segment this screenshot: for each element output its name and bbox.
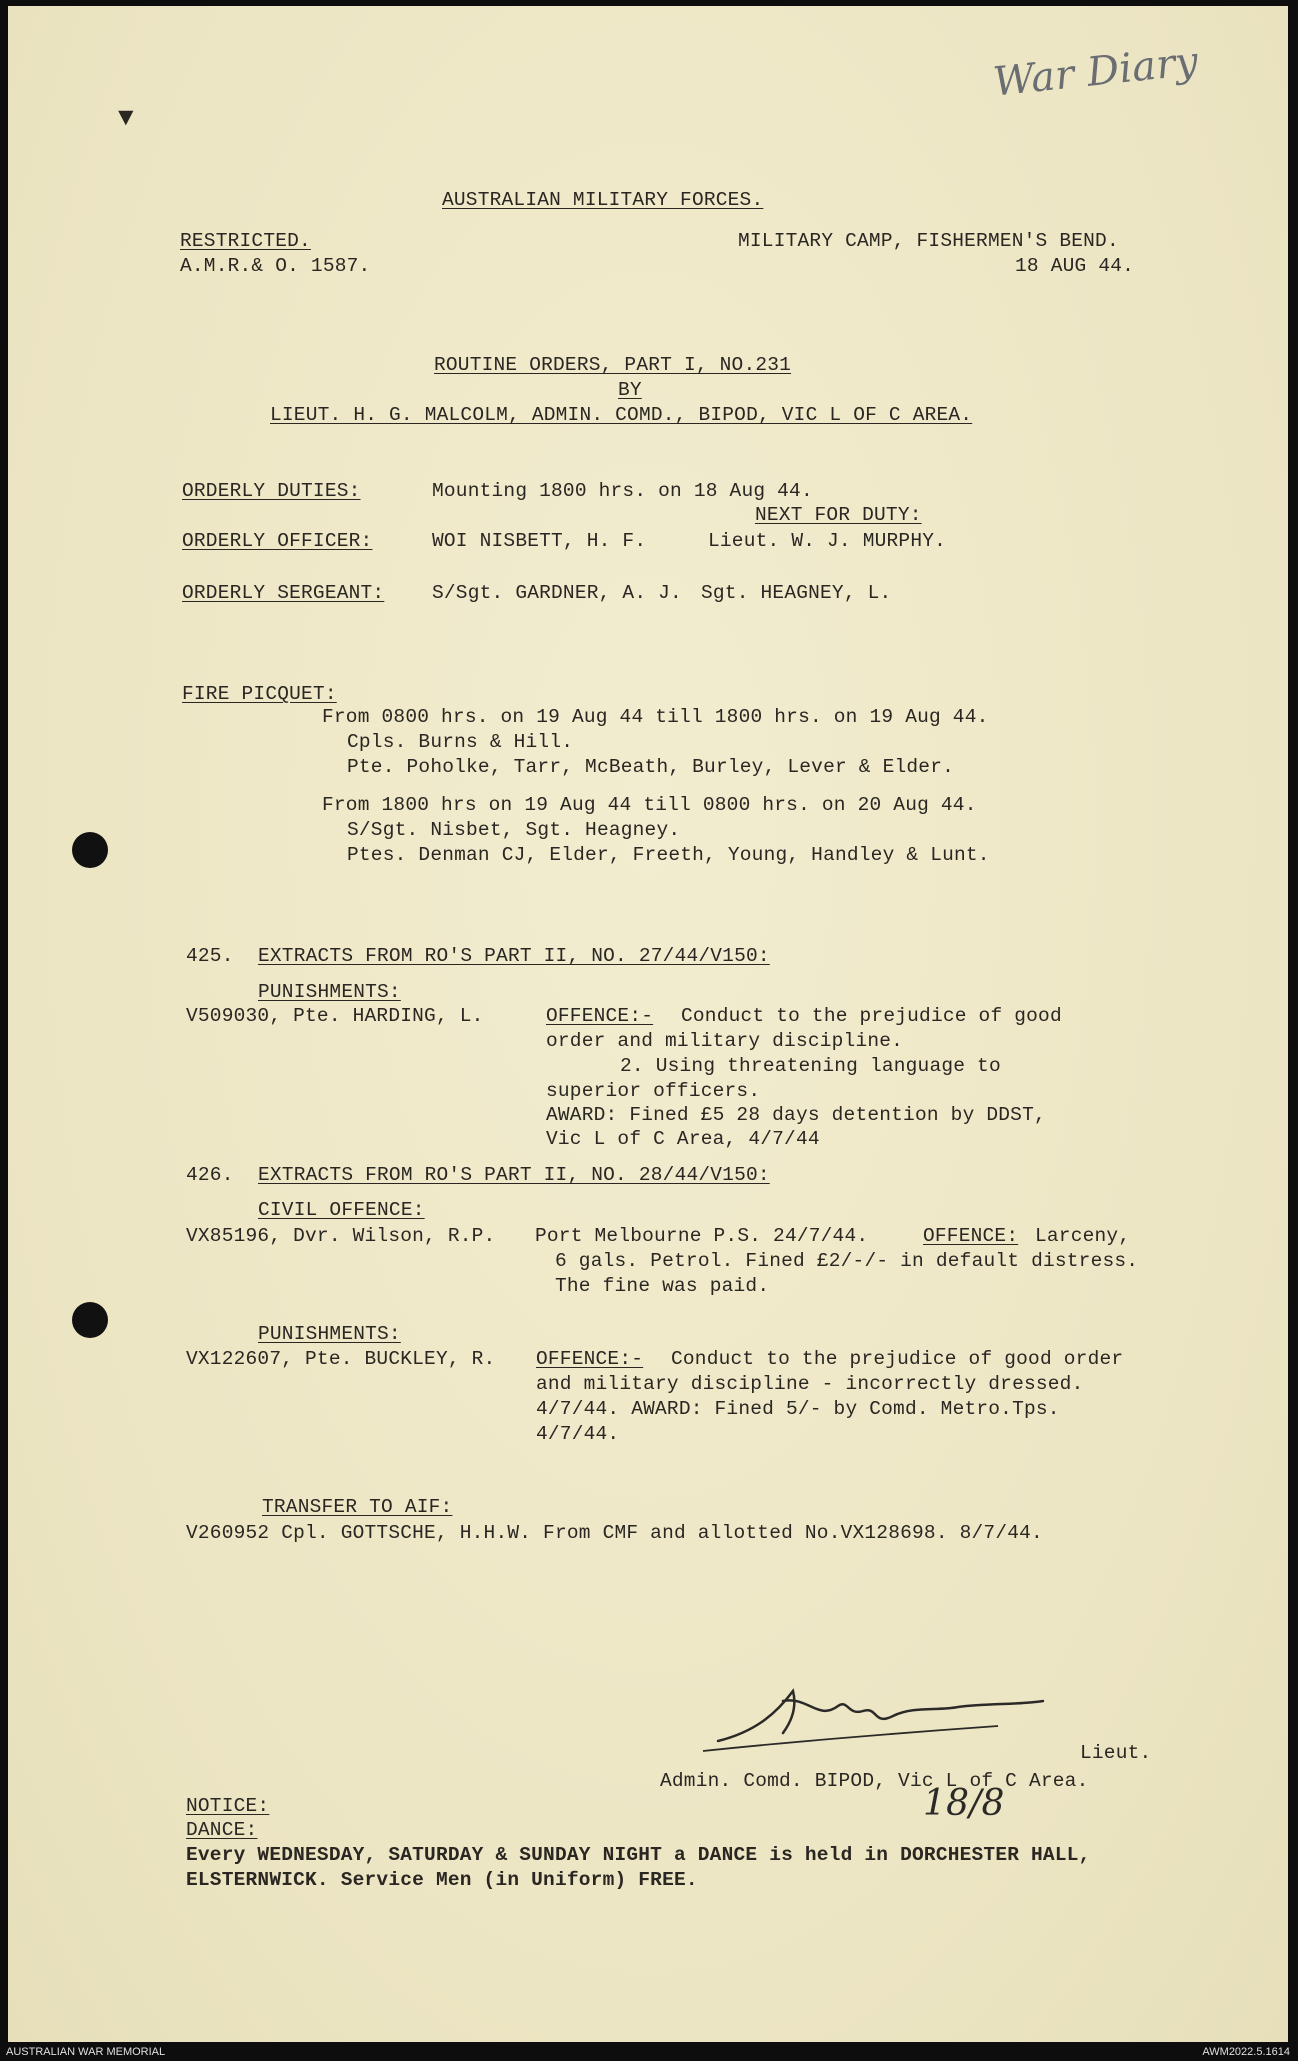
civil-offence-line: Larceny, — [1035, 1225, 1131, 1247]
signature-mark — [698, 1671, 1058, 1761]
civil-offence-line: The fine was paid. — [555, 1275, 770, 1297]
punishments-line: 4/7/44. AWARD: Fined 5/- by Comd. Metro.Tps. — [536, 1398, 1060, 1420]
orderly-sergeant-label: ORDERLY SERGEANT: — [182, 582, 385, 604]
civil-offence-soldier: VX85196, Dvr. Wilson, R.P. — [186, 1225, 496, 1247]
punishments-line: and military discipline - incorrectly dressed. — [536, 1373, 1084, 1395]
item-425-heading: EXTRACTS FROM RO'S PART II, NO. 27/44/V150: — [258, 945, 770, 967]
item-425-line: Conduct to the prejudice of good — [681, 1005, 1062, 1027]
orderly-officer-next: Lieut. W. J. MURPHY. — [708, 530, 947, 552]
reference: A.M.R.& O. 1587. — [180, 255, 371, 277]
fire-picquet-line: Pte. Poholke, Tarr, McBeath, Burley, Lever & Elder. — [347, 756, 954, 778]
item-425-line: AWARD: Fined £5 28 days detention by DDST, — [546, 1104, 1046, 1126]
signature-rank: Lieut. — [1080, 1742, 1152, 1764]
punch-hole-bottom — [72, 1302, 108, 1338]
fire-picquet-label: FIRE PICQUET: — [182, 683, 337, 705]
civil-offence-sub: CIVIL OFFENCE: — [258, 1199, 425, 1221]
next-for-duty: NEXT FOR DUTY: — [755, 504, 922, 526]
notice-label: NOTICE: — [186, 1795, 270, 1817]
signature-appointment: Admin. Comd. BIPOD, Vic L of C Area. — [660, 1770, 1089, 1792]
fire-picquet-line: From 0800 hrs. on 19 Aug 44 till 1800 hrs. on 19 Aug 44. — [322, 706, 989, 728]
location: MILITARY CAMP, FISHERMEN'S BEND. — [738, 230, 1119, 252]
notice-line: Every WEDNESDAY, SATURDAY & SUNDAY NIGHT a DANCE is held in DORCHESTER HALL, — [186, 1844, 1091, 1866]
dance-label: DANCE: — [186, 1819, 258, 1841]
footer-archive: AUSTRALIAN WAR MEMORIAL — [6, 2046, 166, 2058]
civil-offence-line: 6 gals. Petrol. Fined £2/-/- in default distress. — [555, 1250, 1139, 1272]
fire-picquet-line: Ptes. Denman CJ, Elder, Freeth, Young, Handley & Lunt. — [347, 844, 990, 866]
orders-by: BY — [618, 379, 642, 401]
orderly-officer-value: WOI NISBETT, H. F. — [432, 530, 647, 552]
item-425-line: Vic L of C Area, 4/7/44 — [546, 1128, 820, 1150]
punishments-soldier: VX122607, Pte. BUCKLEY, R. — [186, 1348, 496, 1370]
fire-picquet-line: From 1800 hrs on 19 Aug 44 till 0800 hrs. on 20 Aug 44. — [322, 794, 977, 816]
document-page — [8, 6, 1288, 2042]
fire-picquet-line: Cpls. Burns & Hill. — [347, 731, 574, 753]
signature-date: 18/8 — [923, 1783, 1005, 1824]
orders-commander: LIEUT. H. G. MALCOLM, ADMIN. COMD., BIPOD, VIC L OF C AREA. — [270, 404, 973, 426]
transfer-sub: TRANSFER TO AIF: — [262, 1496, 453, 1518]
tick-mark-1: ▼ — [118, 103, 134, 133]
orderly-sergeant-next: Sgt. HEAGNEY, L. — [701, 582, 892, 604]
document-title: AUSTRALIAN MILITARY FORCES. — [442, 189, 764, 211]
item-426-number: 426. — [186, 1164, 234, 1186]
orderly-duties-label: ORDERLY DUTIES: — [182, 480, 361, 502]
punishments-line: Conduct to the prejudice of good order — [671, 1348, 1124, 1370]
item-425-line: superior officers. — [546, 1080, 761, 1102]
orderly-sergeant-value: S/Sgt. GARDNER, A. J. — [432, 582, 682, 604]
item-425-line: 2. Using threatening language to — [620, 1055, 1001, 1077]
item-425-sub: PUNISHMENTS: — [258, 981, 401, 1003]
pencil-note: War Diary — [991, 38, 1201, 106]
civil-offence-line: Port Melbourne P.S. 24/7/44. — [535, 1225, 869, 1247]
orders-title: ROUTINE ORDERS, PART I, NO.231 — [434, 354, 792, 376]
punch-hole-top — [72, 832, 108, 868]
item-425-offence-label: OFFENCE:- — [546, 1005, 654, 1027]
fire-picquet-line: S/Sgt. Nisbet, Sgt. Heagney. — [347, 819, 681, 841]
footer-accession: AWM2022.5.1614 — [1202, 2046, 1290, 2058]
classification: RESTRICTED. — [180, 230, 311, 252]
punishments-line: 4/7/44. — [536, 1423, 620, 1445]
transfer-line: V260952 Cpl. GOTTSCHE, H.H.W. From CMF and allotted No.VX128698. 8/7/44. — [186, 1522, 1043, 1544]
punishments-offence-label: OFFENCE:- — [536, 1348, 644, 1370]
item-425-soldier: V509030, Pte. HARDING, L. — [186, 1005, 484, 1027]
item-425-number: 425. — [186, 945, 234, 967]
item-426-heading: EXTRACTS FROM RO'S PART II, NO. 28/44/V150: — [258, 1164, 770, 1186]
orderly-officer-label: ORDERLY OFFICER: — [182, 530, 373, 552]
notice-line: ELSTERNWICK. Service Men (in Uniform) FREE. — [186, 1869, 698, 1891]
date: 18 AUG 44. — [1015, 255, 1135, 277]
punishments-sub: PUNISHMENTS: — [258, 1323, 401, 1345]
orderly-duties-value: Mounting 1800 hrs. on 18 Aug 44. — [432, 480, 813, 502]
item-425-line: order and military discipline. — [546, 1030, 904, 1052]
civil-offence-label: OFFENCE: — [923, 1225, 1019, 1247]
